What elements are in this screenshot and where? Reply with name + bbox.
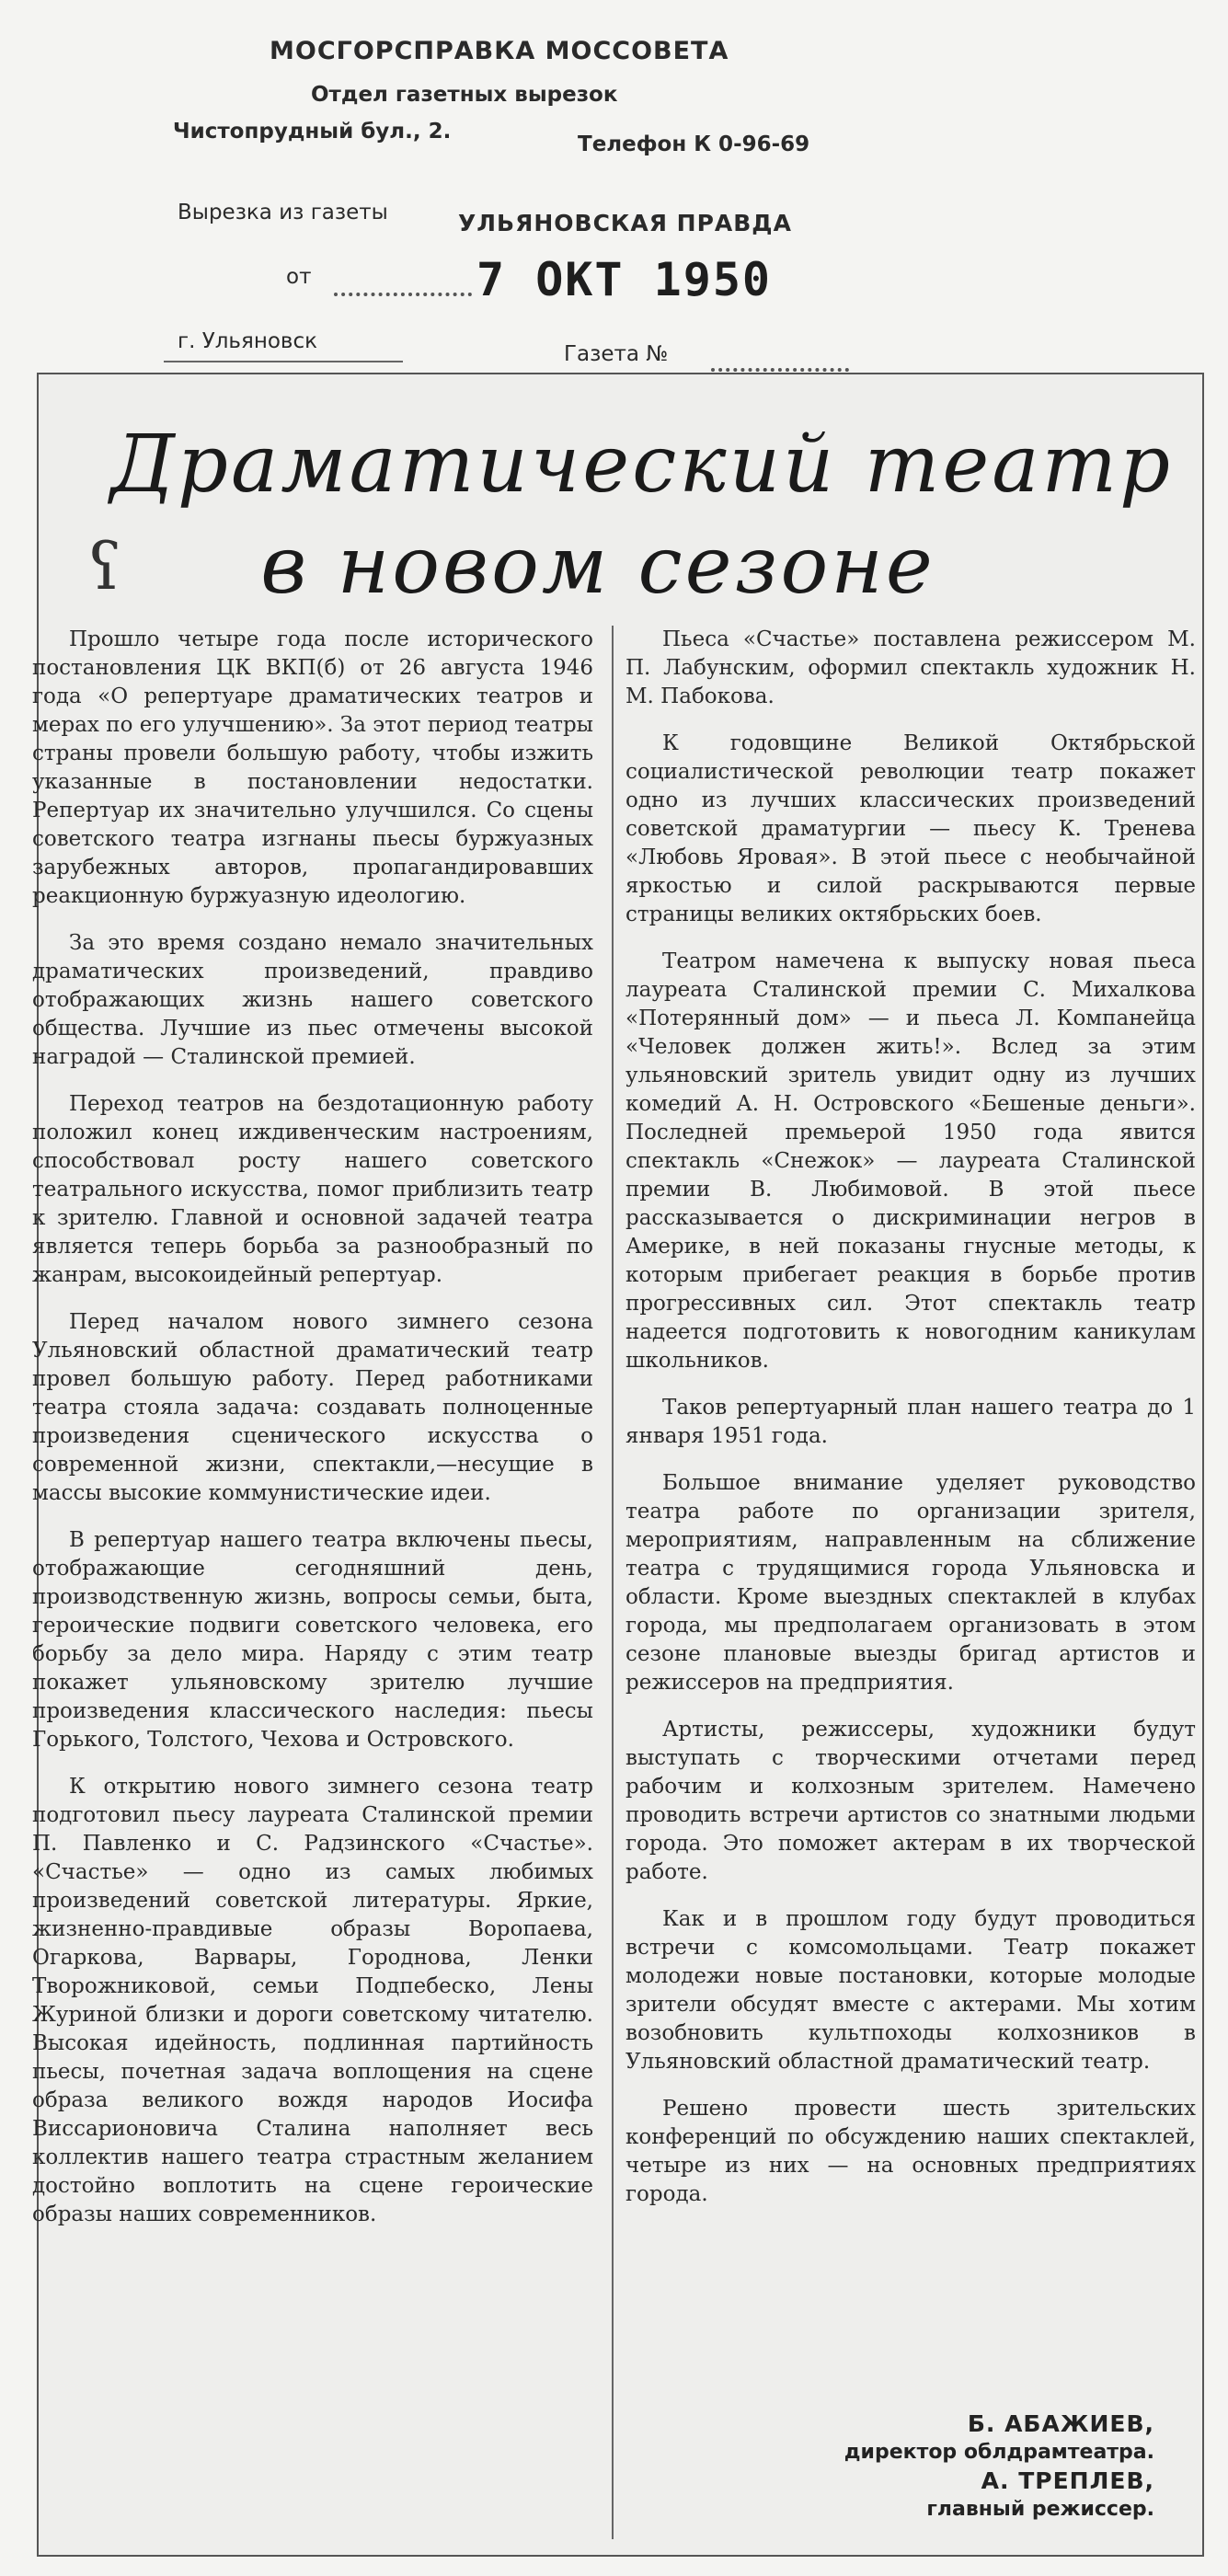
paragraph: Решено провести шесть зрительских конференций по обсуждению наших спектаклей, четыре из них — на основных предприятиях города. [625,2097,1196,2206]
margin-handwritten-mark: ʕ [87,529,122,604]
clip-from-label: Вырезка из газеты [178,201,388,224]
column-divider [612,626,614,2539]
signature-role-2: главный режиссер. [926,2498,1154,2521]
bureau-header [26,18,1203,386]
bureau-phone: Телефон К 0-96-69 [578,132,810,156]
paragraph: Таков репертуарный план нашего театра до 1 января 1951 года. [625,1396,1196,1448]
paragraph: Переход театров на бездотационную работу положил конец иждивенческим настроениям, способствовал росту нашего советского театрального искусства, помог приблизить театр к зрителю. Главной и основной задачей театра является теперь борьба за разнообразный по жанрам, высокоидейный репертуар. [32,1092,593,1287]
paragraph: Как и в прошлом году будут проводиться встречи с комсомольцами. Театр покажет молодежи новые постановки, которые молодые зрители обсудят вместе с актерами. Мы хотим возобновить культпоходы колхозников в Ульяновский областной драматический театр. [625,1907,1196,2074]
date-stamp: 7 ОКТ 1950 [476,253,773,306]
newspaper-name: УЛЬЯНОВСКАЯ ПРАВДА [458,210,792,236]
signature-name-2: А. ТРЕПЛЕВ, [981,2467,1154,2494]
article-right-column [625,626,1196,2227]
article-title-line2: в новом сезоне [260,520,935,612]
date-label: от [286,265,312,289]
paragraph: За это время создано немало значительных драматических произведений, правдиво отображающих жизнь нашего советского общества. Лучшие из пьес отмечены высокой наградой — Сталинской премией. [32,931,593,1069]
paragraph: Прошло четыре года после исторического постановления ЦК ВКП(б) от 26 августа 1946 года «О репертуаре драматических театров и мерах по его улучшению». За этот период театры страны провели большую работу, чтобы изжить указанные в постановлении недостатки. Репертуар их значительно улучшился. Со сцены советского театра изгнаны пьесы буржуазных зарубежных авторов, пропагандировавших реакционную буржуазную идеологию. [32,627,593,908]
article-title-line1: Драматический театр [110,419,1174,511]
paragraph: Большое внимание уделяет руководство театра работе по организации зрителя, мероприятиям, направленным на сближение театра с трудящимися города Ульяновска и области. Кроме выездных спектаклей в клубах города, мы предполагаем организовать в этом сезоне плановые выезды бригад артистов и режиссеров на предприятия. [625,1471,1196,1695]
signature-role-1: директор облдрамтеатра. [844,2441,1154,2464]
paragraph: В репертуар нашего театра включены пьесы, отображающие сегодняшний день, производственную жизнь, вопросы семьи, быта, героические подвиги советского человека, его борьбу за дело мира. Наряду с этим театр покажет ульяновскому зрителю лучшие произведения классического наследия: пьесы Горького, Толстого, Чехова и Островского. [32,1528,593,1752]
bureau-dept: Отдел газетных вырезок [311,83,618,107]
paragraph: К годовщине Великой Октябрьской социалистической революции театр покажет одно из лучших классических произведений советской драматургии — пьесу К. Тренева «Любовь Яровая». В этой пьесе с необычайной яркостью и силой раскрываются первые страницы великих октябрьских боев. [625,731,1196,926]
paragraph: Пьеса «Счастье» поставлена режиссером М. П. Лабунским, оформил спектакль художник Н. М. Пабокова. [625,627,1196,708]
city-label: г. Ульяновск [178,329,318,353]
date-dots [334,293,472,296]
issue-dots [711,368,849,372]
signature-name-1: Б. АБАЖИЕВ, [967,2410,1154,2437]
signature-block [844,2410,1154,2521]
bureau-org: МОСГОРСПРАВКА МОССОВЕТА [270,37,729,65]
paragraph: Артисты, режиссеры, художники будут выступать с творческими отчетами перед рабочим и колхозным зрителем. Намечено проводить встречи артистов со знатными людьми города. Это поможет актерам в их творческой работе. [625,1718,1196,1884]
article-left-column [32,626,593,2248]
issue-label: Газета № [564,342,669,366]
paragraph: К открытию нового зимнего сезона театр подготовил пьесу лауреата Сталинской премии П. Павленко и С. Радзинского «Счастье». «Счастье» — одно из самых любимых произведений советской литературы. Яркие, жизненно-правдивые образы Воропаева, Огаркова, Варвары, Городнова, Ленки Творожниковой, семьи Подпебеско, Лены Журиной близки и дороги советскому читателю. Высокая идейность, подлинная партийность пьесы, почетная задача воплощения на сцене образа великого вождя народов Иосифа Виссарионовича Сталина наполняет весь коллектив нашего театра страстным желанием достойно воплотить на сцене героические образы наших современников. [32,1775,593,2226]
bureau-address: Чистопрудный бул., 2. [173,120,452,144]
city-underline [164,361,403,362]
paragraph: Театром намечена к выпуску новая пьеса лауреата Сталинской премии С. Михалкова «Потерянный дом» — и пьеса Л. Компанейца «Человек должен жить!». Вслед за этим ульяновский зритель увидит одну из лучших комедий А. Н. Островского «Бешеные деньги». Последней премьерой 1950 года явится спектакль «Снежок» — лауреата Сталинской премии В. Любимовой. В этой пьесе рассказывается о дискриминации негров в Америке, в ней показаны гнусные методы, к которым прибегает реакция в борьбе против прогрессивных сил. Этот спектакль театр надеется подготовить к новогодним каникулам школьников. [625,949,1196,1373]
paragraph: Перед началом нового зимнего сезона Ульяновский областной драматический театр провел большую работу. Перед работниками театра стояла задача: создавать полноценные произведения сценического искусства о современной жизни, спектакли,—несущие в массы высокие коммунистические идеи. [32,1310,593,1505]
